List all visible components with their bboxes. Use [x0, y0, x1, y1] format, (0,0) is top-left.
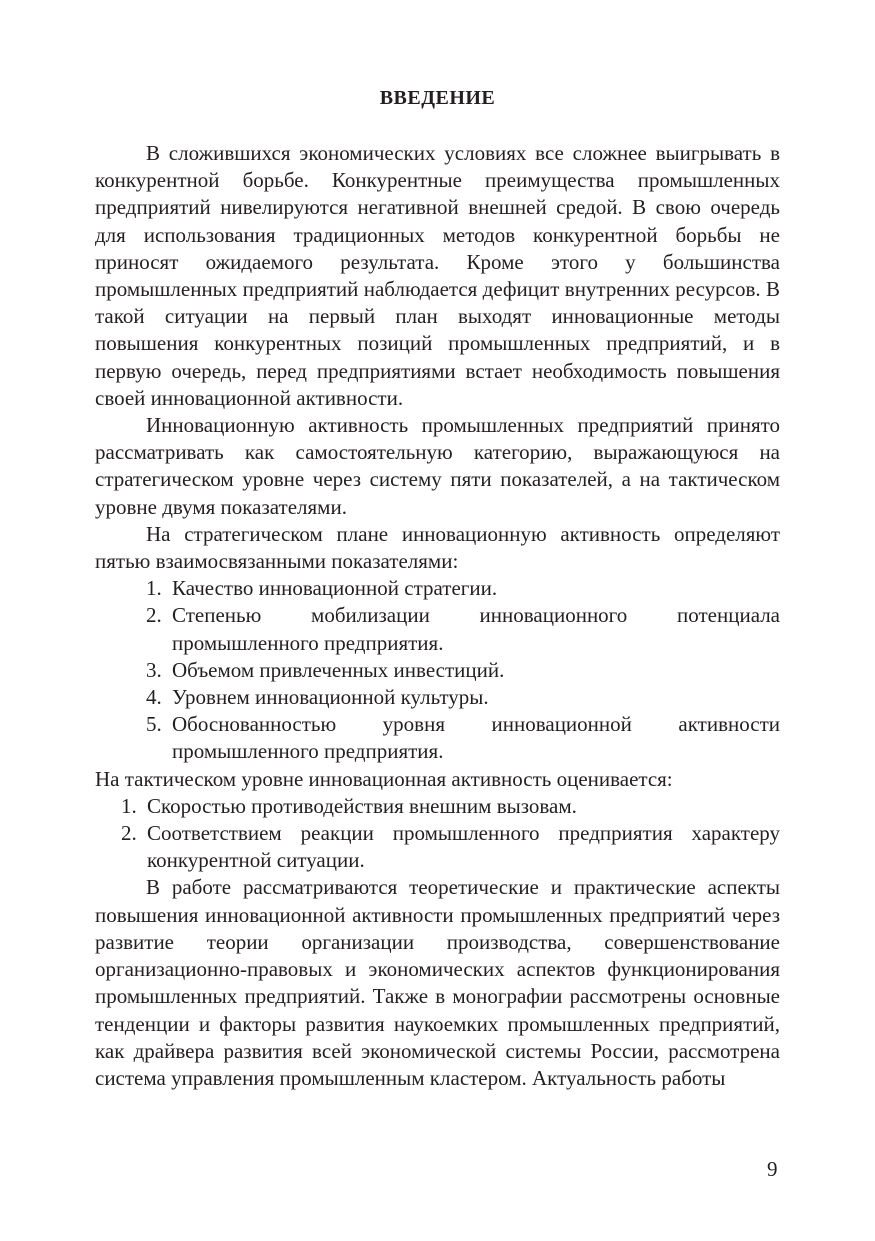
page-title: ВВЕДЕНИЕ — [379, 87, 496, 109]
list-item-text: Объемом привлеченных инвестиций. — [172, 657, 505, 682]
paragraph-work-overview: В работе рассматриваются теоретические и практические аспекты повышения инновационной активности промышленных предприятий через развитие теории организации производства, совершенствование организационно-правовых и экономических аспектов функционирования промышленных предприятий. Также в монографии рассмотрены основные тенденции и факторы развития наукоемких промышленных предприятий, как драйвера развития всей экономической системы России, рассмотрена система управления промышленным кластером. Актуальность работы — [95, 875, 780, 1090]
list-item-number: 1. — [146, 576, 162, 601]
list-item-number: 2. — [121, 821, 137, 846]
list-item — [95, 657, 780, 684]
list-item-number: 4. — [146, 685, 162, 710]
list-item-number: 3. — [146, 657, 162, 682]
paragraph-innovation-activity: Инновационную активность промышленных предприятий принято рассматривать как самостоятельную категорию, выражающуюся на стратегическом уровне через систему пяти показателей, а на тактическом уровне двумя показателями. — [95, 413, 780, 519]
tactical-indicators-list — [95, 793, 780, 875]
paragraph-tactical-level: На тактическом уровне инновационная активность оценивается: — [95, 766, 673, 791]
list-item-number: 1. — [121, 793, 137, 818]
list-item-number: 5. — [146, 712, 162, 737]
list-item-text: Качество инновационной стратегии. — [172, 576, 498, 601]
list-item — [95, 684, 780, 711]
list-item-text: Степенью мобилизации инновационного потенциала промышленного предприятия. — [172, 603, 780, 655]
list-item — [95, 820, 780, 874]
list-item — [95, 602, 780, 656]
page-number: 9 — [767, 1157, 778, 1181]
list-item-text: Скоростью противодействия внешним вызовам. — [147, 793, 577, 818]
paragraph-strategic-level: На стратегическом плане инновационную активность определяют пятью взаимосвязанными показателями: — [95, 521, 780, 574]
list-item — [95, 793, 780, 820]
strategic-indicators-list — [95, 575, 780, 765]
list-item-number: 2. — [146, 603, 162, 628]
list-item — [95, 711, 780, 765]
document-page — [95, 84, 780, 1092]
paragraph-intro: В сложившихся экономических условиях все сложнее выигрывать в конкурентной борьбе. Конкурентные преимущества промышленных предприятий нивелируются негативной внешней средой. В свою очередь для использования традиционных методов конкурентной борьбы не приносят ожидаемого результата. Кроме этого у большинства промышленных предприятий наблюдается дефицит внутренних ресурсов. В такой ситуации на первый план выходят инновационные методы повышения конкурентных позиций промышленных предприятий, и в первую очередь, перед предприятиями встает необходимость повышения своей инновационной активности. — [95, 141, 780, 410]
list-item-text: Соответствием реакции промышленного предприятия характеру конкурентной ситуации. — [147, 821, 780, 873]
list-item-text: Уровнем инновационной культуры. — [172, 685, 489, 710]
list-item — [95, 575, 780, 602]
list-item-text: Обоснованностью уровня инновационной активности промышленного предприятия. — [172, 712, 780, 764]
